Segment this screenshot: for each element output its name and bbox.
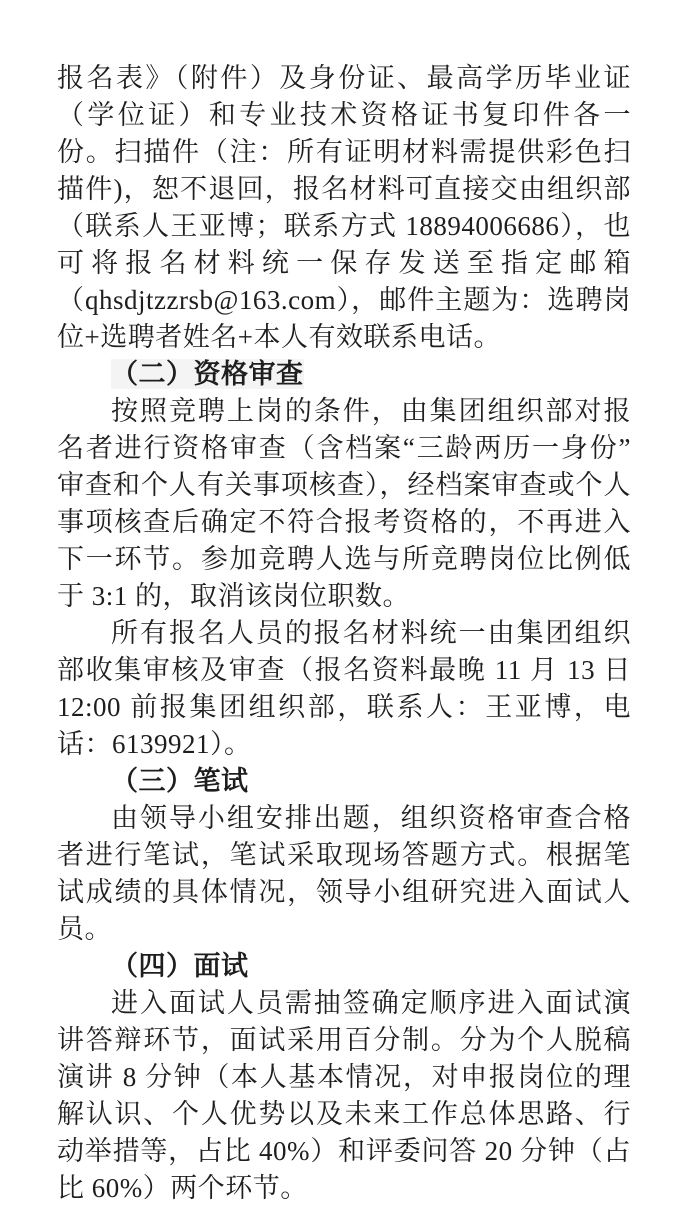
paragraph-qualification-review-process: 按照竞聘上岗的条件，由集团组织部对报名者进行资格审查（含档案“三龄两历一身份”审查和个人有关事项核查），经档案审查或个人事项核查后确定不符合报考资格的，不再进入下一环节。参加竞聘人选与所竞聘岗位比例低于 3:1 的，取消该岗位职数。 xyxy=(57,396,631,611)
heading-interview xyxy=(57,948,631,985)
heading-qualification-review xyxy=(57,356,631,393)
heading-qualification-review-label: （二）资格审查 xyxy=(111,359,304,389)
heading-written-test-label: （三）笔试 xyxy=(111,766,249,796)
paragraph-interview-process: 进入面试人员需抽签确定顺序进入面试演讲答辩环节，面试采用百分制。分为个人脱稿演讲 8 分钟（本人基本情况，对申报岗位的理解认识、个人优势以及未来工作总体思路、行动举措等，占比 40%）和评委问答 20 分钟（占比 60%）两个环节。 xyxy=(57,988,631,1203)
heading-written-test xyxy=(57,763,631,800)
heading-interview-label: （四）面试 xyxy=(111,951,249,981)
paragraph-written-test-process: 由领导小组安排出题，组织资格审查合格者进行笔试，笔试采取现场答题方式。根据笔试成绩的具体情况，领导小组研究进入面试人员。 xyxy=(57,803,631,944)
paragraph-application-materials: 报名表》（附件）及身份证、最高学历毕业证（学位证）和专业技术资格证书复印件各一份。扫描件（注：所有证明材料需提供彩色扫描件)，恕不退回，报名材料可直接交由组织部（联系人王亚博；联系方式 18894006686），也可将报名材料统一保存发送至指定邮箱（qhsdjtzzrsb@163.com），邮件主题为：选聘岗位+选聘者姓名+本人有效联系电话。 xyxy=(57,63,631,352)
paragraph-material-collection-deadline: 所有报名人员的报名材料统一由集团组织部收集审核及审查（报名资料最晚 11 月 13 日 12:00 前报集团组织部，联系人：王亚博，电话：6139921）。 xyxy=(57,618,631,759)
